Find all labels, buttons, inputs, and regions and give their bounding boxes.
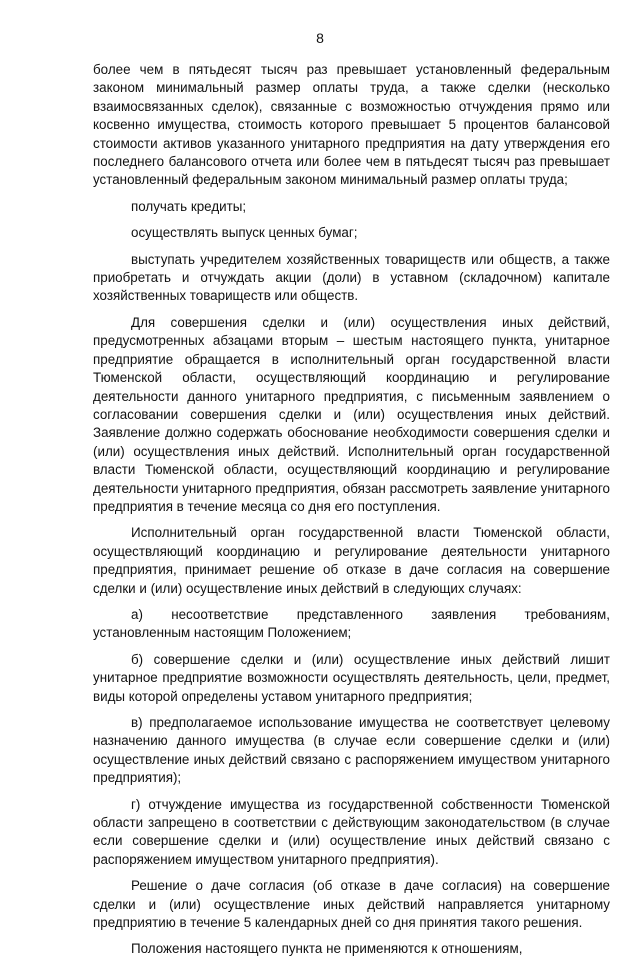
paragraph-continuation: более чем в пятьдесят тысяч раз превышает установленный федеральным законом минимальный размер оплаты труда, а также сделки (несколько взаимосвязанных сделок), связанные с возможностью отчуждения прямо или косвенно имущества, стоимость которого превышает 5 процентов балансовой стоимости активов указанного унитарного предприятия на дату утверждения его последнего балансового отчета или более чем в пятьдесят тысяч раз превышает установленный федеральным законом минимальный размер оплаты труда; xyxy=(93,62,610,188)
page-number: 8 xyxy=(316,30,324,46)
paragraph-founder: выступать учредителем хозяйственных товариществ или обществ, а также приобретать и отчуждать акции (доли) в уставном (складочном) капитале хозяйственных товариществ или обществ. xyxy=(93,251,610,304)
list-item-g: г) отчуждение имущества из государственной собственности Тюменской области запрещено в соответствии с действующим законодательством (в случае если совершение сделки и (или) осуществление иных действий связано с распоряжением имуществом унитарного предприятия). xyxy=(93,796,610,867)
paragraph-application: Для совершения сделки и (или) осуществления иных действий, предусмотренных абзацами вторым – шестым настоящего пункта, унитарное предприятие обращается в исполнительный орган государственной власти Тюменской области, осуществляющий координацию и регулирование деятельности данного унитарного предприятия, с письменным заявлением о согласовании совершения сделки и (или) осуществления иных действий. Заявление должно содержать обоснование необходимости совершения сделки и (или) осуществления иных действий. Исполнительный орган государственной власти Тюменской области, осуществляющий координацию и регулирование деятельности унитарного предприятия, обязан рассмотреть заявление унитарного предприятия в течение месяца со дня его поступления. xyxy=(93,314,610,514)
list-item-v: в) предполагаемое использование имущества не соответствует целевому назначению данного имущества (в случае если совершение сделки и (или) осуществление иных действий связано с распоряжением имуществом унитарного предприятия); xyxy=(93,715,610,786)
paragraph-refusal-intro: Исполнительный орган государственной власти Тюменской области, осуществляющий координацию и регулирование деятельности унитарного предприятия, принимает решение об отказе в даче согласия на совершение сделки и (или) осуществление иных действий в следующих случаях: xyxy=(93,525,610,596)
paragraph-get-credits: получать кредиты; xyxy=(131,198,247,214)
paragraph-decision: Решение о даче согласия (об отказе в даче согласия) на совершение сделки и (или) осуществление иных действий направляется унитарному предприятию в течение 5 календарных дней со дня принятия такого решения. xyxy=(93,878,610,931)
list-item-b: б) совершение сделки и (или) осуществление иных действий лишит унитарное предприятие возможности осуществлять деятельность, цели, предмет, виды которой определены уставом унитарного предприятия; xyxy=(93,651,610,704)
list-item-a: а) несоответствие представленного заявления требованиям, установленным настоящим Положением; xyxy=(93,606,610,641)
document-body xyxy=(93,61,610,967)
paragraph-issue-securities: осуществлять выпуск ценных бумаг; xyxy=(131,225,358,241)
paragraph-provisions: Положения настоящего пункта не применяются к отношениям, xyxy=(131,941,523,957)
